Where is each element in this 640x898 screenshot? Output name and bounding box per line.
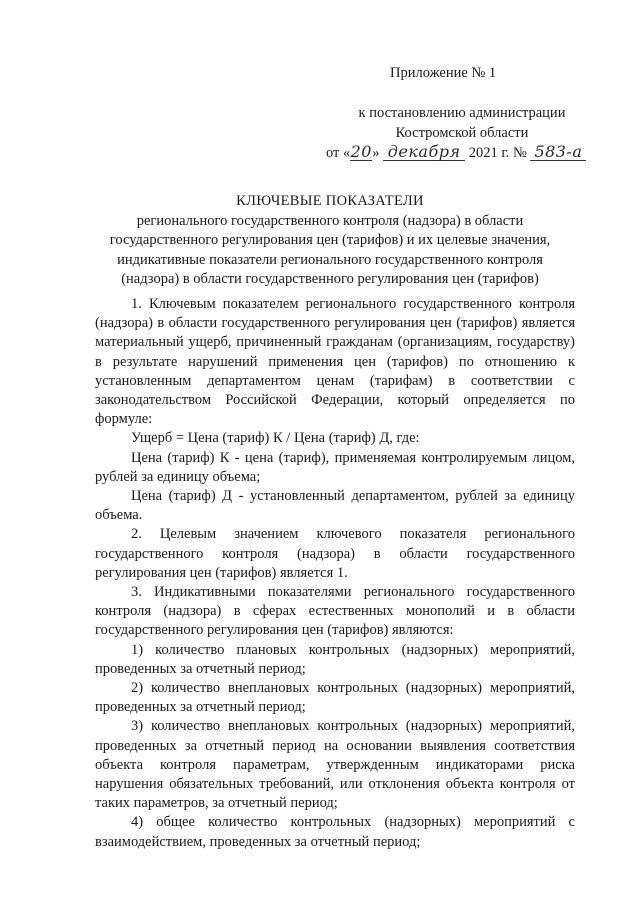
indicator-item-1: 1) количество плановых контрольных (надзорных) мероприятий, проведенных за отчетный период; <box>95 641 575 677</box>
date-year: 2021 г. № <box>468 145 527 161</box>
date-prefix: от « <box>326 145 351 161</box>
paragraph-2: 2. Целевым значением ключевого показателя регионального государственного контроля (надзора) в области государственного регулирования цен (тарифов) является 1. <box>95 526 575 581</box>
indicator-item-4: 4) общее количество контрольных (надзорных) мероприятий с взаимодействием, проведенных за отчетный период; <box>95 814 575 850</box>
paragraph-1: 1. Ключевым показателем регионального государственного контроля (надзора) в области государственного регулирования цен (тарифов) является материальный ущерб, причиненный гражданам (организациям, государству) в результате нарушений применения цен (тарифов) по отношению к установленным департаментом ценам (тарифам) в соответствии с законодательством Российской Федерации, который определяется по формуле: <box>95 296 575 428</box>
title-line-4: (надзора) в области государственного регулирования цен (тарифов) <box>121 271 539 287</box>
date-mid: » <box>372 145 380 161</box>
title-line-2: государственного регулирования цен (тарифов) и их целевые значения, <box>109 232 551 248</box>
decree-date-line <box>312 143 612 163</box>
handwritten-month: декабря <box>383 143 465 161</box>
handwritten-day: 20 <box>350 142 372 161</box>
definition-price-d: Цена (тариф) Д - установленный департаментом, рублей за единицу объема. <box>95 488 575 524</box>
appendix-title: Приложение № 1 <box>390 65 497 81</box>
decree-line-1: к постановлению администрации <box>358 105 566 121</box>
handwritten-decree-number: 583-а <box>530 143 586 161</box>
title-main: КЛЮЧЕВЫЕ ПОКАЗАТЕЛИ <box>236 193 424 209</box>
document-title <box>80 192 580 290</box>
indicator-item-2: 2) количество внеплановых контрольных (надзорных) мероприятий, проведенных за отчетный период; <box>95 680 575 716</box>
title-line-3: индикативные показатели регионального государственного контроля <box>117 251 543 268</box>
paragraph-3: 3. Индикативными показателями регионального государственного контроля (надзора) в сферах естественных монополий и в области государственного регулирования цен (тарифов) являются: <box>95 584 575 639</box>
decree-reference <box>312 103 612 163</box>
decree-line-2: Костромской области <box>395 125 529 141</box>
document-body <box>95 295 575 852</box>
damage-formula: Ущерб = Цена (тариф) К / Цена (тариф) Д, где: <box>131 430 420 447</box>
title-line-1: регионального государственного контроля (надзора) в области <box>136 212 524 229</box>
definition-price-k: Цена (тариф) К - цена (тариф), применяемая контролируемым лицом, рублей за единицу объема; <box>95 449 575 485</box>
indicator-item-3: 3) количество внеплановых контрольных (надзорных) мероприятий, проведенных за отчетный период на основании выявления соответствия объекта контроля параметрам, утвержденным индикаторами риска нарушения обязательных требований, или отклонения объекта контроля от таких параметров, за отчетный период; <box>95 718 575 812</box>
